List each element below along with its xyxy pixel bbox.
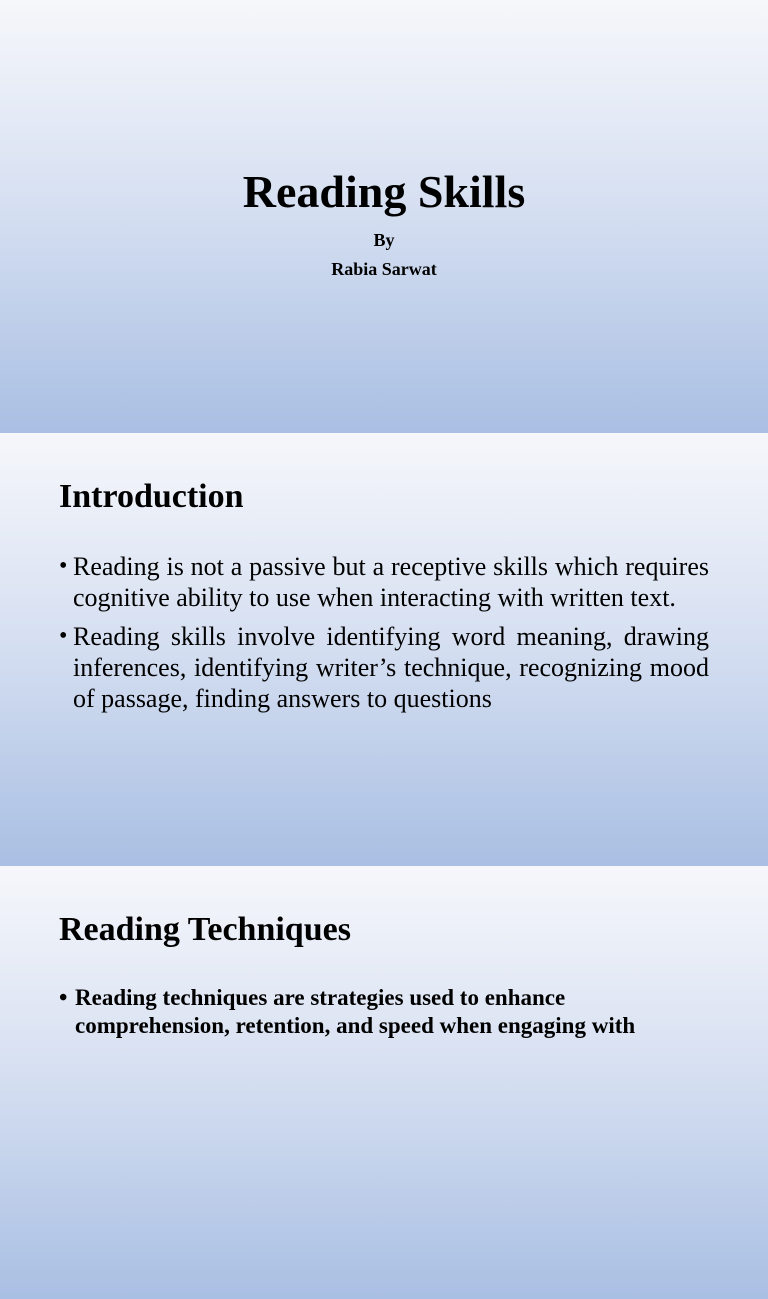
slide-introduction <box>0 433 768 866</box>
bullet-item <box>59 621 709 714</box>
bullet-list <box>59 984 709 1048</box>
bullet-item <box>59 984 709 1040</box>
author-name: Rabia Sarwat <box>331 259 437 279</box>
bullet-icon: • <box>59 985 68 1011</box>
byline-label: By <box>373 230 395 250</box>
slide-reading-techniques <box>0 866 768 1299</box>
slide-heading: Reading Techniques <box>59 911 351 948</box>
bullet-text: Reading skills involve identifying word meaning, drawing inferences, identifying writer’s technique, recognizing mood of passage, finding answers to questions <box>73 622 709 713</box>
slide-title <box>0 0 768 433</box>
bullet-text: Reading techniques are strategies used to enhance comprehension, retention, and speed when engaging with <box>75 985 636 1038</box>
bullet-item <box>59 551 709 613</box>
bullet-list <box>59 551 709 722</box>
presentation-title: Reading Skills <box>242 166 526 217</box>
bullet-icon: • <box>59 553 68 579</box>
bullet-text: Reading is not a passive but a receptive skills which requires cognitive ability to use when interacting with written text. <box>73 552 709 612</box>
bullet-icon: • <box>59 623 68 649</box>
slide-heading: Introduction <box>59 478 244 515</box>
